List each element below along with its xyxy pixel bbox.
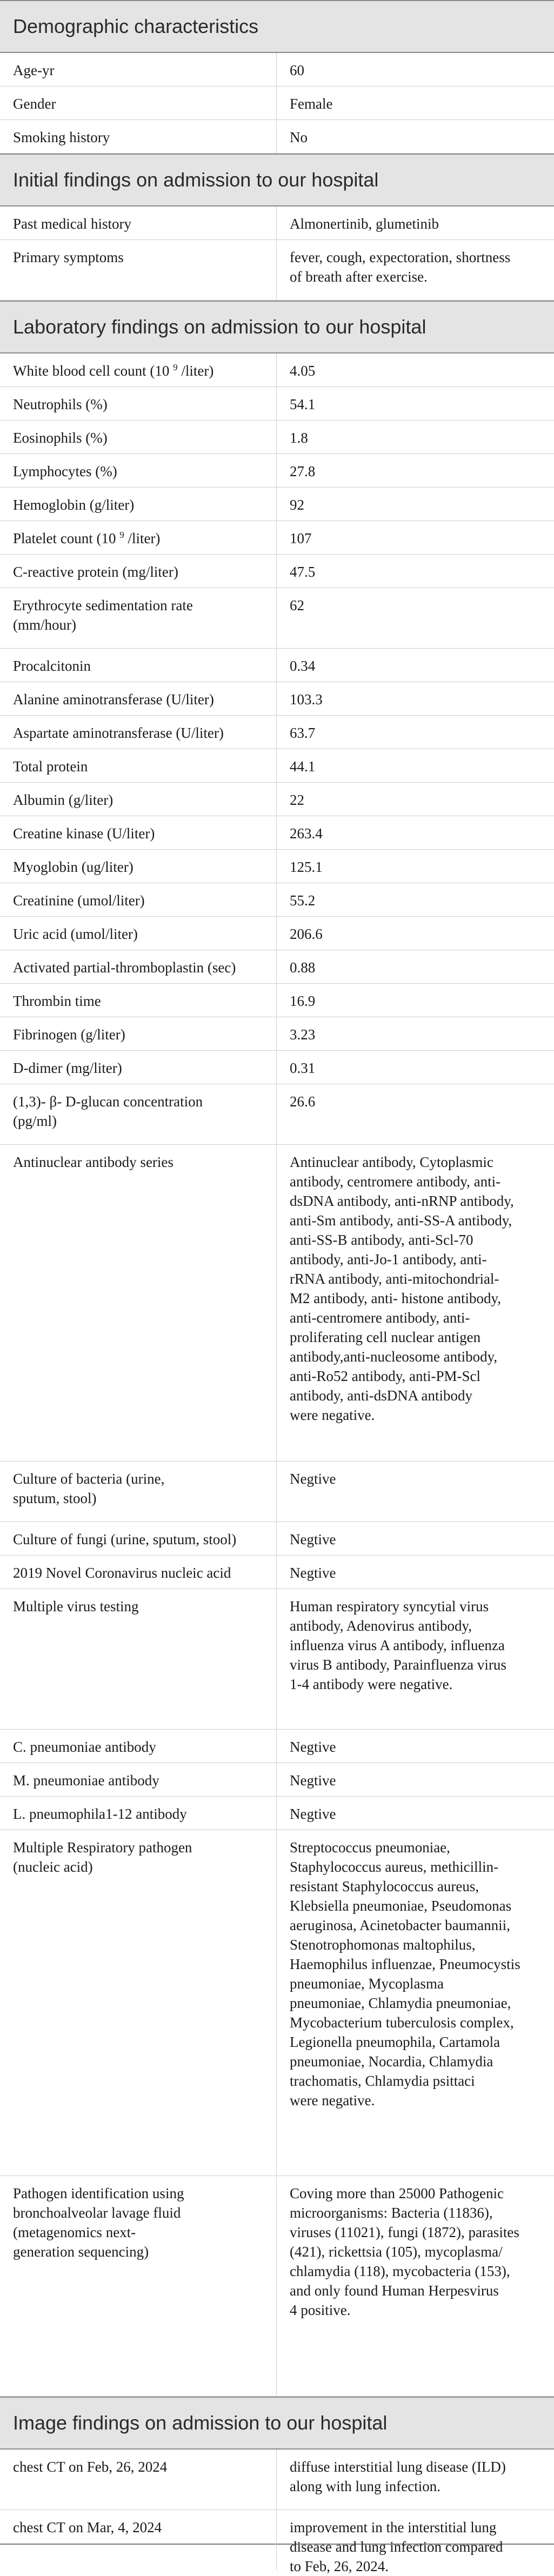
row-label: Culture of fungi (urine, sputum, stool) (0, 1522, 277, 1555)
row-value: 92 (290, 497, 304, 513)
row-value: Negtive (290, 1806, 336, 1822)
row-value: Negtive (290, 1565, 336, 1581)
table-row (0, 240, 554, 301)
row-value: 0.88 (290, 959, 316, 976)
row-label-superscript: 9 (173, 362, 178, 372)
table-row (0, 1084, 554, 1145)
table-row (0, 1763, 554, 1797)
row-value: 107 (290, 530, 312, 546)
row-label: Lymphocytes (%) (0, 454, 277, 487)
table-row (0, 816, 554, 850)
row-label: Aspartate aminotransferase (U/liter) (0, 716, 277, 749)
row-label: C. pneumoniae antibody (0, 1730, 277, 1763)
table-row (0, 716, 554, 749)
table-row (0, 1830, 554, 2176)
row-value: Negtive (290, 1531, 336, 1547)
row-value: diffuse interstitial lung disease (ILD) along with lung infection. (290, 2459, 506, 2494)
row-value: Human respiratory syncytial virus antibody, Adenovirus antibody, influenza virus A antibody, influenza virus B antibody, Parainfluenza virus 1-4 antibody were negative. (290, 1598, 506, 1692)
row-value: 62 (290, 597, 304, 613)
row-label: Myoglobin (ug/liter) (0, 850, 277, 883)
table-row (0, 2510, 554, 2574)
table-row (0, 1589, 554, 1730)
row-value: 103.3 (290, 691, 323, 708)
table-row (0, 2176, 554, 2397)
row-label: D-dimer (mg/liter) (0, 1051, 277, 1084)
table-row (0, 120, 554, 154)
table-row (0, 1730, 554, 1763)
row-value: Negtive (290, 1471, 336, 1487)
row-label: chest CT on Feb, 26, 2024 (0, 2450, 277, 2510)
row-value: 26.6 (290, 1093, 316, 1110)
row-value: Streptococcus pneumoniae, Staphylococcus aureus, methicillin- resistant Staphylococcus aureus, Klebsiella pneumoniae, Pseudomonas aeruginosa, Acinetobacter baumannii, Stenotrophomonas maltophilus, Haemophilus influenzae, Pneumocystis pneumoniae, Mycoplasma pneumoniae, Chlamydia pneumoniae, Mycobacterium tuberculosis complex, Legionella pneumophila, Cartamola pneumoniae, Nocardia, Chlamydia trachomatis, Chlamydia psittaci were negative. (290, 1839, 520, 2108)
row-label: (1,3)- β- D-glucan concentration (pg/ml) (0, 1084, 277, 1144)
row-value: 263.4 (290, 825, 323, 842)
row-value: 125.1 (290, 859, 323, 875)
table-row (0, 387, 554, 421)
row-label: Antinuclear antibody series (0, 1145, 277, 1461)
table-row (0, 588, 554, 649)
row-value: 54.1 (290, 396, 316, 412)
row-label: 2019 Novel Coronavirus nucleic acid (0, 1556, 277, 1589)
row-value: Negtive (290, 1772, 336, 1788)
row-label: Procalcitonin (0, 649, 277, 682)
row-value: 4.05 (290, 363, 316, 379)
row-label: L. pneumophila1-12 antibody (0, 1797, 277, 1830)
table-row (0, 917, 554, 950)
row-label: M. pneumoniae antibody (0, 1763, 277, 1796)
row-value: 60 (290, 62, 304, 78)
row-value: fever, cough, expectoration, shortness of breath after exercise. (290, 249, 511, 285)
table-row (0, 521, 554, 555)
row-label: Fibrinogen (g/liter) (0, 1017, 277, 1050)
table-row (0, 555, 554, 588)
row-label: Alanine aminotransferase (U/liter) (0, 682, 277, 715)
table-row (0, 749, 554, 783)
table-row (0, 783, 554, 816)
row-label: Multiple Respiratory pathogen (nucleic acid) (0, 1830, 277, 2175)
row-value: Female (290, 96, 333, 112)
table-row (0, 649, 554, 682)
table-row (0, 1017, 554, 1051)
row-label: Uric acid (umol/liter) (0, 917, 277, 950)
row-label: Pathogen identification using bronchoalveolar lavage fluid (metagenomics next- generation sequencing) (0, 2176, 277, 2396)
row-label: Gender (0, 86, 277, 119)
table-row (0, 2450, 554, 2510)
section-header: Initial findings on admission to our hospital (0, 154, 554, 206)
table-row (0, 950, 554, 984)
table-row (0, 850, 554, 883)
row-value: Antinuclear antibody, Cytoplasmic antibody, centromere antibody, anti- dsDNA antibody, anti-nRNP antibody, anti-Sm antibody, anti-SS-A antibody, anti-SS-B antibody, anti-Scl-70 antibody, anti-Jo-1 antibody, anti- rRNA antibody, anti-mitochondrial- M2 antibody, anti- histone antibody, anti-centromere antibody, anti- proliferating cell nuclear antigen antibody,anti-nucleosome antibody, anti-Ro52 antibody, anti-PM-Scl antibody, anti-dsDNA antibody were negative. (290, 1154, 514, 1423)
row-value: No (290, 129, 308, 145)
row-value: 0.31 (290, 1060, 316, 1076)
table-row (0, 1145, 554, 1461)
row-label: Activated partial-thromboplastin (sec) (0, 950, 277, 983)
table-row (0, 86, 554, 120)
table-row (0, 984, 554, 1017)
table-row (0, 883, 554, 917)
section-header: Demographic characteristics (0, 0, 554, 53)
row-value: Negtive (290, 1739, 336, 1755)
row-label: Thrombin time (0, 984, 277, 1017)
row-value: 206.6 (290, 926, 323, 942)
section-header: Laboratory findings on admission to our hospital (0, 301, 554, 353)
row-value: 55.2 (290, 892, 316, 909)
row-label-unit: /liter) (124, 530, 161, 546)
table-row (0, 682, 554, 716)
row-value: Almonertinib, glumetinib (290, 216, 439, 232)
row-value: 1.8 (290, 430, 308, 446)
row-label-text: White blood cell count (10 (13, 363, 173, 379)
row-label: Hemoglobin (g/liter) (0, 488, 277, 520)
table-row (0, 1556, 554, 1589)
table-row (0, 1522, 554, 1556)
row-value: 0.34 (290, 658, 316, 674)
row-label: Culture of bacteria (urine, sputum, stool) (0, 1461, 277, 1521)
row-label: Primary symptoms (0, 240, 277, 300)
row-label: chest CT on Mar, 4, 2024 (0, 2510, 277, 2571)
row-value: improvement in the interstitial lung disease and lung infection compared to Feb, 26, 2024. (290, 2519, 503, 2574)
row-label: Age-yr (0, 53, 277, 86)
row-value: 44.1 (290, 758, 316, 775)
row-label: Creatine kinase (U/liter) (0, 816, 277, 849)
table-row (0, 1461, 554, 1522)
row-label: C-reactive protein (mg/liter) (0, 555, 277, 588)
row-label: Past medical history (0, 206, 277, 239)
row-label: Erythrocyte sedimentation rate (mm/hour) (0, 588, 277, 648)
row-label: Multiple virus testing (0, 1589, 277, 1729)
table-row (0, 421, 554, 454)
table-row (0, 353, 554, 387)
row-value: 63.7 (290, 725, 316, 741)
row-label: Smoking history (0, 120, 277, 153)
row-value: 16.9 (290, 993, 316, 1009)
section-header: Image findings on admission to our hospital (0, 2397, 554, 2450)
table-row (0, 206, 554, 240)
row-label (0, 521, 277, 554)
row-value: 22 (290, 792, 304, 808)
table-row (0, 454, 554, 488)
row-value: 47.5 (290, 564, 316, 580)
row-label (0, 353, 277, 386)
row-label-unit: /liter) (177, 363, 214, 379)
row-label-superscript: 9 (119, 530, 124, 540)
table-row (0, 1797, 554, 1830)
row-value: 3.23 (290, 1026, 316, 1043)
row-label: Creatinine (umol/liter) (0, 883, 277, 916)
row-label: Neutrophils (%) (0, 387, 277, 420)
row-value: Coving more than 25000 Pathogenic microorganisms: Bacteria (11836), viruses (11021), fungi (1872), parasites (421), rickettsia (105), mycoplasma/ chlamydia (118), mycobacteria (153), and only found Human Herpesvirus 4 positive. (290, 2185, 519, 2318)
row-label-text: Platelet count (10 (13, 530, 120, 546)
row-label: Eosinophils (%) (0, 421, 277, 453)
row-label: Albumin (g/liter) (0, 783, 277, 816)
table-row (0, 1051, 554, 1084)
row-label: Total protein (0, 749, 277, 782)
table-row (0, 488, 554, 521)
row-value: 27.8 (290, 463, 316, 479)
table-row (0, 53, 554, 86)
